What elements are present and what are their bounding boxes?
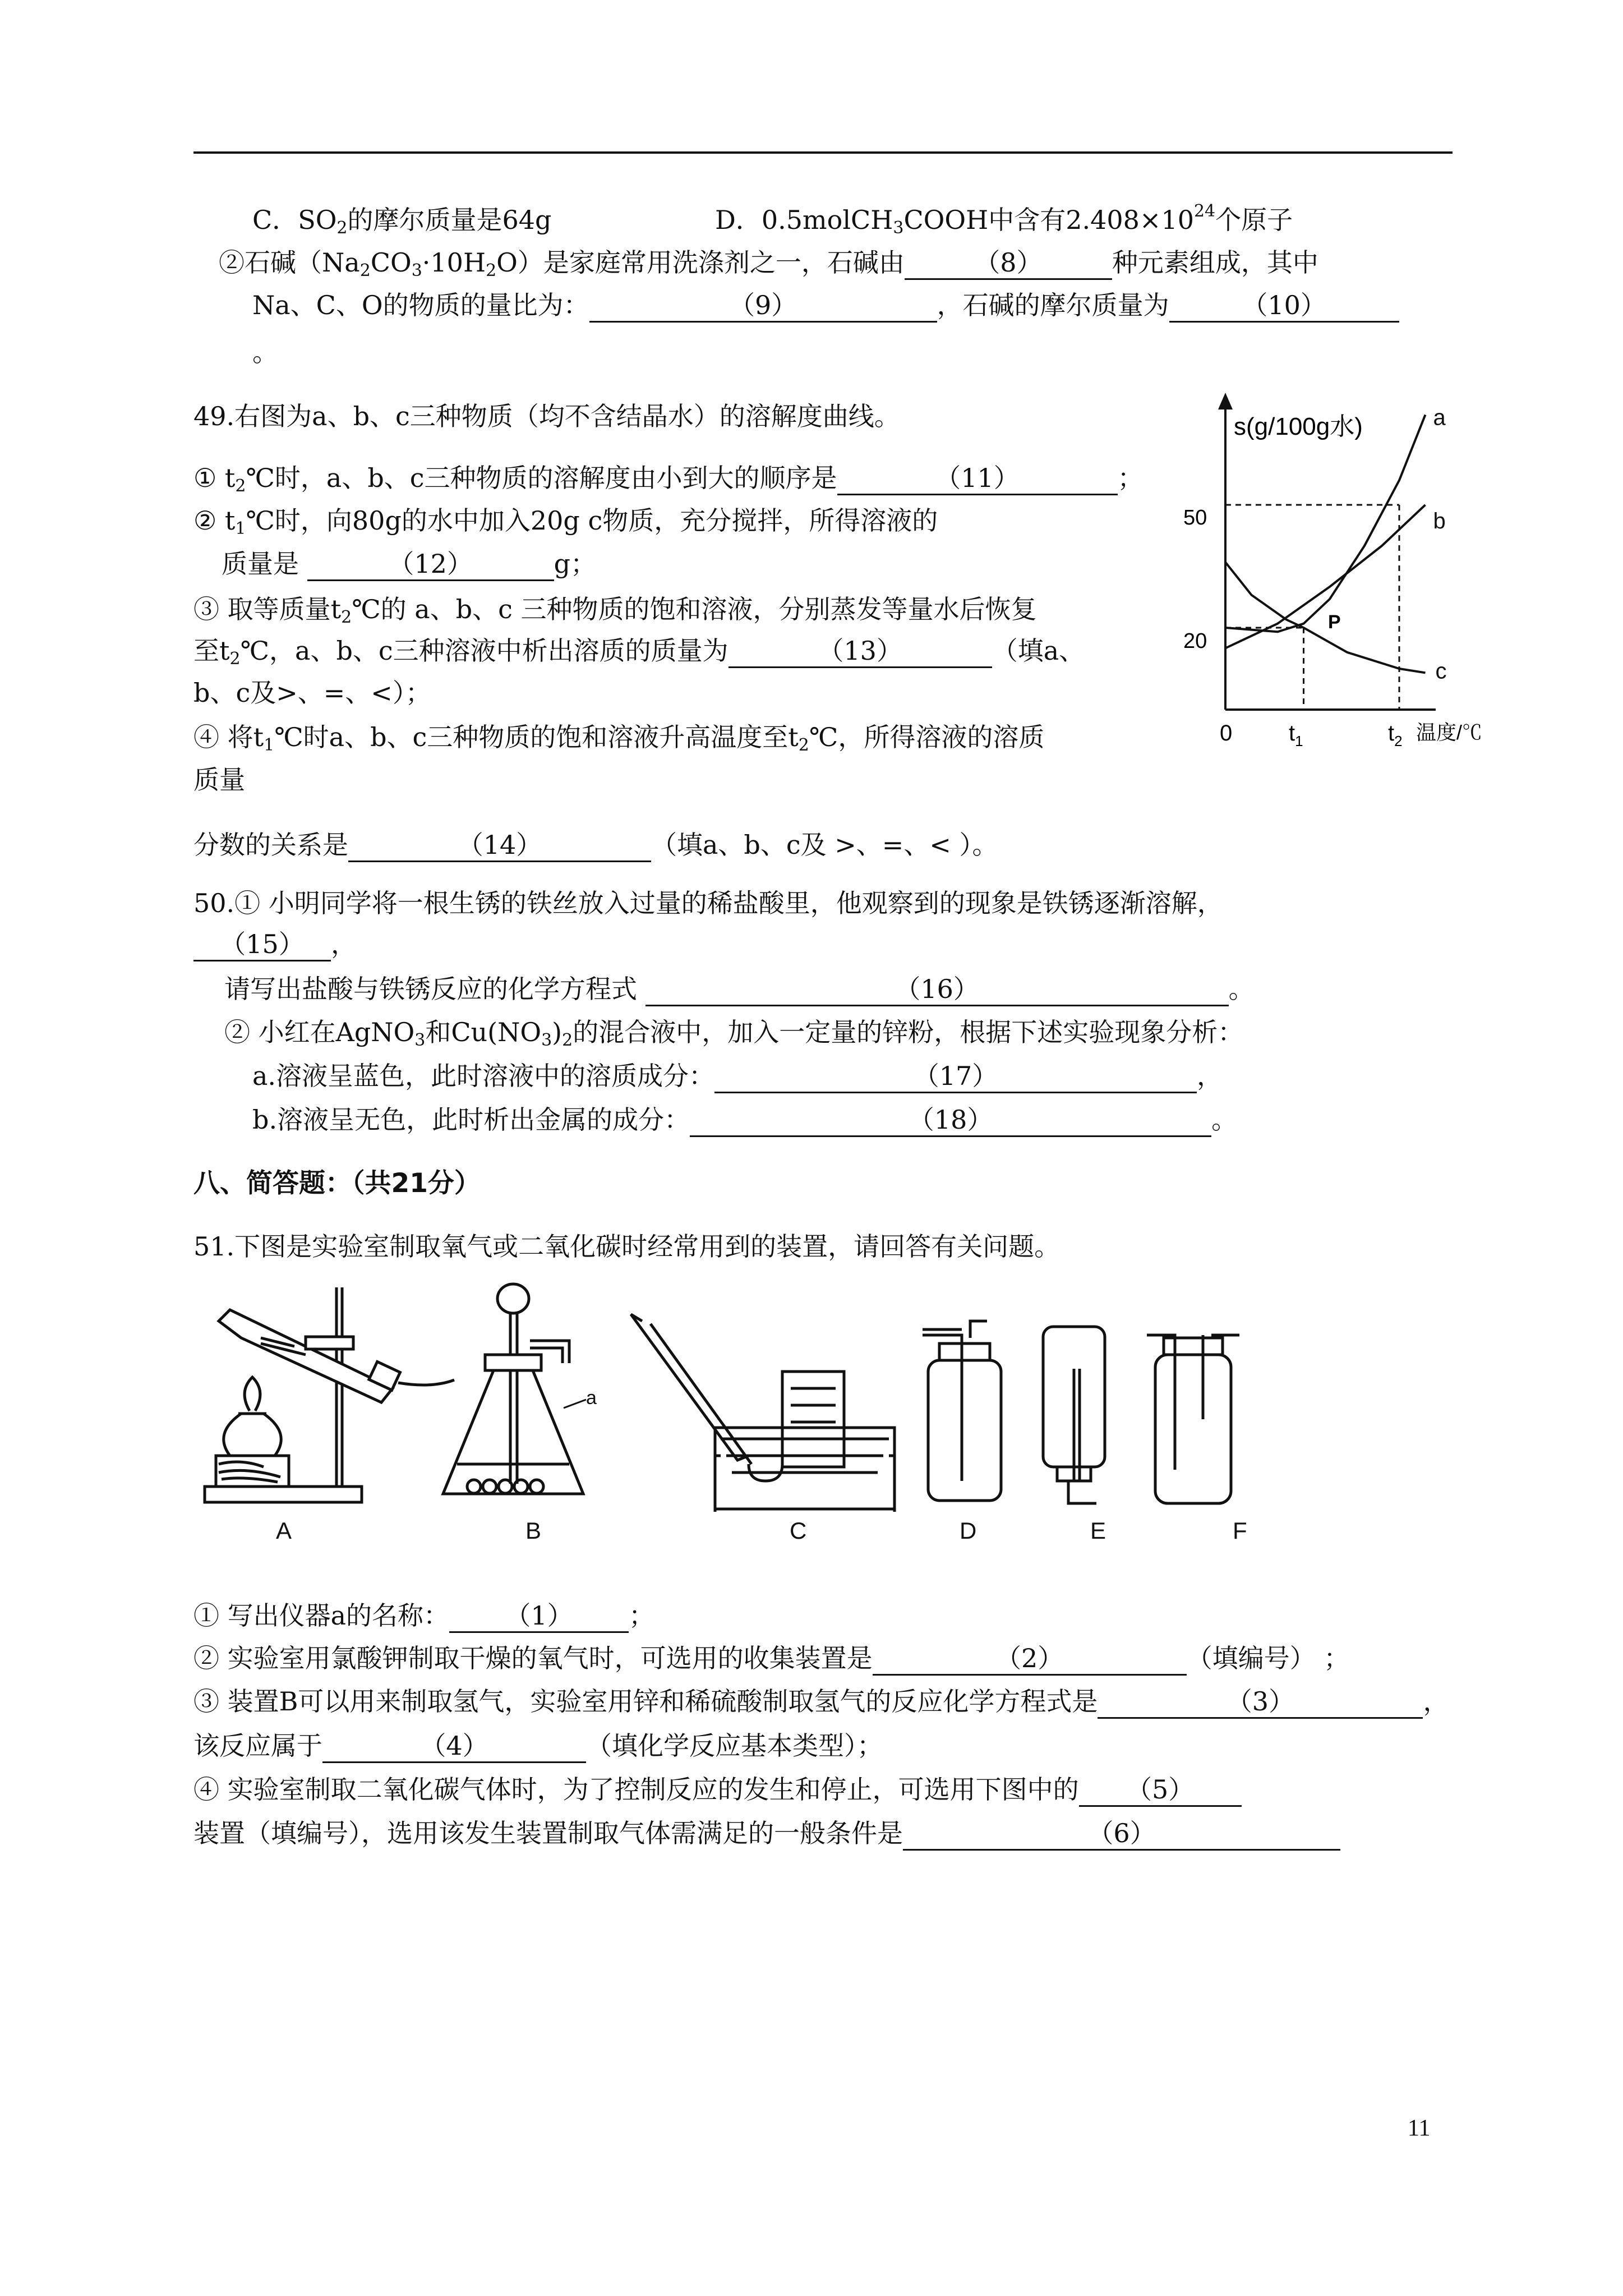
q50-line1: 50.① 小明同学将一根生锈的铁丝放入过量的稀盐酸里，他观察到的现象是铁锈逐渐溶解，	[193, 888, 1223, 918]
q51-part1: ① 写出仪器a的名称： （1） ；	[193, 1599, 654, 1633]
blank-9[interactable]: （9）	[589, 289, 937, 323]
apparatus-b-mark-a: a	[586, 1387, 597, 1409]
q49-part3-line2: 至$t_2℃$，a、b、c三种溶液中析出溶质的质量为 （13） （填a、	[193, 636, 1085, 669]
solubility-chart	[1166, 387, 1503, 752]
apparatus-label-f: F	[1233, 1517, 1247, 1544]
blank-q51-4[interactable]: （4）	[322, 1730, 586, 1763]
apparatus-figure	[193, 1271, 1304, 1512]
x-tick-t2: $t_2$	[1388, 721, 1403, 749]
line-shijian: ②石碱$(Na_2CO_3\cdot 10H_2O)$是家庭常用洗涤剂之一，石碱由 （8） 种元素组成，其中	[219, 247, 1318, 280]
q51-part4-line2: 装置（填编号），选用该发生装置制取气体需满足的一般条件是 （6）	[193, 1816, 1340, 1851]
q50-line4: ② 小红在AgNO$_3$和$Cu(NO_3)_2$的混合液中，加入一定量的锌粉，根据下述实验现象分析：	[224, 1017, 1244, 1050]
q51-part3: ③ 装置B可以用来制取氢气，实验室用锌和稀硫酸制取氢气的反应化学方程式是 （3） ，	[193, 1685, 1449, 1719]
apparatus-label-d: D	[960, 1517, 977, 1544]
blank-q51-6[interactable]: （6）	[903, 1818, 1340, 1851]
q49-intro: 49.右图为a、b、c三种物质（均不含结晶水）的溶解度曲线。	[193, 401, 900, 431]
blank-q51-3[interactable]: （3）	[1098, 1686, 1423, 1719]
q49-part1: ① $t_2℃$时，a、b、c三种物质的溶解度由小到大的顺序是 （11） ；	[193, 463, 1144, 496]
q51-part2: ② 实验室用氯酸钾制取干燥的氧气时，可选用的收集装置是 （2） （填编号） ；	[193, 1641, 1349, 1676]
apparatus-c-drawing	[631, 1314, 895, 1512]
curve-label-c: c	[1435, 659, 1447, 684]
q49-part3: ③ 取等质量$t_2℃$的 a、b、c 三种物质的饱和溶液，分别蒸发等量水后恢复	[193, 594, 1037, 627]
blank-12[interactable]: （12）	[307, 548, 554, 581]
apparatus-label-c: C	[790, 1517, 807, 1544]
blank-q51-2[interactable]: （2）	[873, 1642, 1187, 1676]
blank-8[interactable]: （8）	[905, 247, 1112, 280]
apparatus-d-drawing	[923, 1321, 1001, 1501]
x-tick-0: 0	[1220, 721, 1233, 746]
blank-17[interactable]: （17）	[714, 1060, 1197, 1093]
apparatus-b-drawing	[443, 1284, 586, 1494]
y-axis-label: s(g/100g水)	[1234, 413, 1363, 440]
option-c: C．$SO_2$的摩尔质量是64g	[252, 205, 552, 238]
x-tick-t1: $t_1$	[1289, 721, 1303, 749]
blank-18[interactable]: （18）	[690, 1104, 1211, 1137]
blank-q51-1[interactable]: （1）	[449, 1600, 629, 1633]
apparatus-f-drawing	[1147, 1335, 1239, 1503]
apparatus-label-a: A	[276, 1517, 292, 1544]
curve-a	[1225, 415, 1426, 632]
apparatus-label-e: E	[1090, 1517, 1106, 1544]
y-tick-50: 50	[1183, 506, 1207, 530]
curve-b	[1225, 505, 1426, 648]
q49-part2-line2: 质量是 （12） g；	[222, 547, 596, 581]
q49-part4: ④ 将$t_1℃$时a、b、c三种物质的饱和溶液升高温度至$t_2℃$，所得溶液的溶质	[193, 722, 1045, 755]
q50-line2: （15） ，	[193, 927, 357, 961]
y-axis-arrow	[1218, 393, 1233, 409]
apparatus-label-b: B	[525, 1517, 542, 1544]
curve-label-b: b	[1433, 509, 1446, 533]
q51-part3-line2: 该反应属于 （4） （填化学反应基本类型）；	[193, 1729, 883, 1763]
q50-line5: a.溶液呈蓝色，此时溶液中的溶质成分： （17） ，	[252, 1059, 1223, 1093]
point-p-label: P	[1328, 611, 1341, 633]
option-d: D．0.5molCH$_3$COOH中含有$2.408\times 10^{24}$个原子	[715, 201, 1293, 238]
y-tick-20: 20	[1183, 629, 1207, 653]
q49-part3-line3: b、c及>、=、<）；	[193, 678, 431, 708]
q50-line6: b.溶液呈无色，此时析出金属的成分： （18） 。	[252, 1103, 1237, 1137]
apparatus-e-drawing	[1043, 1327, 1105, 1503]
curve-label-a: a	[1433, 405, 1446, 430]
q49-part4-line3: 分数的关系是 （14） （填a、b、c及 >、=、< ）。	[193, 828, 998, 862]
x-axis-label: 温度/℃	[1416, 721, 1483, 744]
q51-part4: ④ 实验室制取二氧化碳气体时，为了控制反应的发生和停止，可选用下图中的 （5）	[193, 1773, 1242, 1807]
q49-part4-line2: 质量	[193, 765, 245, 795]
page-number: 11	[1408, 2115, 1431, 2141]
q49-part2: ② $t_1℃$时，向80g的水中加入20g c物质，充分搅拌，所得溶液的	[193, 505, 938, 539]
blank-14[interactable]: （14）	[348, 829, 651, 862]
section-8-heading: 八、简答题：（共21分）	[193, 1168, 481, 1199]
curve-c	[1225, 562, 1426, 673]
blank-15[interactable]: （15）	[193, 928, 331, 961]
top-rule	[193, 151, 1453, 154]
apparatus-a-drawing	[205, 1287, 454, 1502]
blank-10[interactable]: （10）	[1169, 289, 1399, 323]
blank-13[interactable]: （13）	[728, 635, 992, 668]
line-ratio: Na、C、O的物质的量比为： （9） ，石碱的摩尔质量为 （10）	[252, 288, 1399, 323]
blank-q51-5[interactable]: （5）	[1079, 1774, 1242, 1807]
q50-line3: 请写出盐酸与铁锈反应的化学方程式 （16） 。	[224, 972, 1255, 1006]
blank-16[interactable]: （16）	[645, 973, 1229, 1006]
line-period: 。	[252, 337, 278, 367]
blank-11[interactable]: （11）	[837, 462, 1118, 495]
q51-intro: 51.下图是实验室制取氧气或二氧化碳时经常用到的装置，请回答有关问题。	[193, 1231, 1061, 1262]
